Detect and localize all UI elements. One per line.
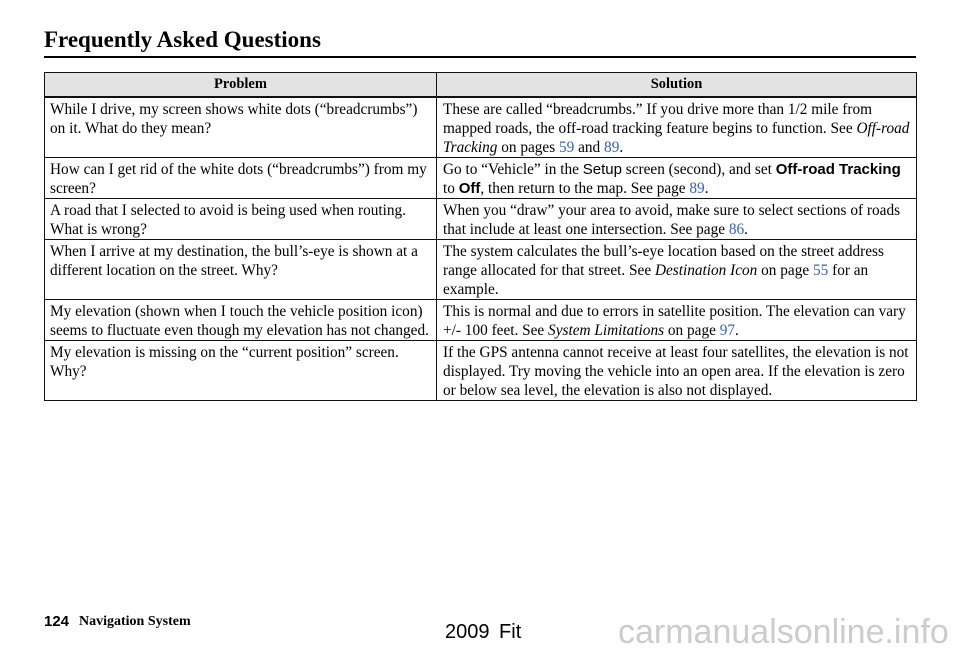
- solution-text: on page: [664, 322, 720, 339]
- table-row: [45, 300, 917, 341]
- page-link[interactable]: 89: [604, 139, 620, 156]
- solution-text: screen (second), and set: [621, 161, 776, 178]
- problem-cell: How can I get rid of the white dots (“breadcrumbs”) from my screen?: [45, 158, 437, 199]
- solution-cell: [437, 199, 917, 240]
- solution-text: .: [704, 180, 709, 197]
- page-link[interactable]: 89: [689, 180, 705, 197]
- table-row: [45, 199, 917, 240]
- solution-cell: [437, 341, 917, 401]
- header-solution: Solution: [437, 73, 917, 98]
- ui-label-off: Off: [458, 180, 481, 197]
- problem-cell: While I drive, my screen shows white dots (“breadcrumbs”) on it. What do they mean?: [45, 97, 437, 158]
- solution-text: and: [574, 139, 605, 156]
- faq-table: [44, 72, 917, 401]
- solution-cell: [437, 240, 917, 300]
- section-reference: Off-road Tracking: [443, 120, 910, 156]
- solution-text: on page: [757, 262, 813, 279]
- watermark: carmanualsonline.info: [618, 613, 949, 651]
- table-row: [45, 97, 917, 158]
- solution-text: .: [619, 139, 624, 156]
- solution-text: , then return to the map. See page: [480, 180, 690, 197]
- solution-text: to: [443, 180, 459, 197]
- solution-text: This is normal and due to errors in satellite position. The elevation can vary +/- 100 feet. See: [443, 303, 906, 339]
- page-title: Frequently Asked Questions: [44, 27, 321, 52]
- page-link[interactable]: 59: [559, 139, 575, 156]
- page-link[interactable]: 86: [728, 221, 745, 238]
- solution-cell: [437, 158, 917, 199]
- section-name: Navigation System: [79, 614, 191, 629]
- solution-text: Go to “Vehicle” in the: [443, 161, 583, 178]
- table-body: [45, 97, 917, 401]
- problem-cell: My elevation is missing on the “current position” screen. Why?: [45, 341, 437, 401]
- header-row: [45, 73, 917, 98]
- section-reference: Destination Icon: [654, 262, 758, 279]
- solution-cell: [437, 97, 917, 158]
- solution-text: for an example.: [443, 262, 869, 298]
- page-link[interactable]: 97: [719, 322, 736, 339]
- page-number: 124: [44, 613, 70, 630]
- table-row: [45, 158, 917, 199]
- solution-text: on pages: [497, 139, 559, 156]
- page-link[interactable]: 55: [812, 262, 829, 279]
- table-row: [45, 240, 917, 300]
- problem-cell: When I arrive at my destination, the bull’s-eye is shown at a different location on the street. Why?: [45, 240, 437, 300]
- section-reference: System Limitations: [548, 322, 665, 339]
- table-header: [45, 73, 917, 98]
- solution-text: The system calculates the bull’s-eye location based on the street address range allocated for that street. See: [443, 243, 884, 279]
- ui-label-setup: Setup: [582, 161, 622, 178]
- table-row: [45, 341, 917, 401]
- solution-text: If the GPS antenna cannot receive at least four satellites, the elevation is not displayed. Try moving the vehicle into an open area. If the elevation is zero or below sea level, the elevation is also not displayed.: [443, 344, 909, 399]
- solution-cell: [437, 300, 917, 341]
- vehicle-model: 2009 Fit: [445, 621, 522, 643]
- solution-text: These are called “breadcrumbs.” If you drive more than 1/2 mile from mapped roads, the off-road tracking feature begins to function. See: [443, 101, 872, 137]
- solution-text: .: [744, 221, 748, 238]
- header-problem: Problem: [45, 73, 437, 98]
- solution-text: When you “draw” your area to avoid, make sure to select sections of roads that include at least one intersection. See page: [443, 202, 901, 238]
- problem-cell: My elevation (shown when I touch the vehicle position icon) seems to fluctuate even though my elevation has not changed.: [45, 300, 437, 341]
- solution-text: .: [735, 322, 739, 339]
- title-rule: [44, 56, 916, 58]
- ui-label-off-road-tracking: Off-road Tracking: [775, 161, 901, 178]
- problem-cell: A road that I selected to avoid is being used when routing. What is wrong?: [45, 199, 437, 240]
